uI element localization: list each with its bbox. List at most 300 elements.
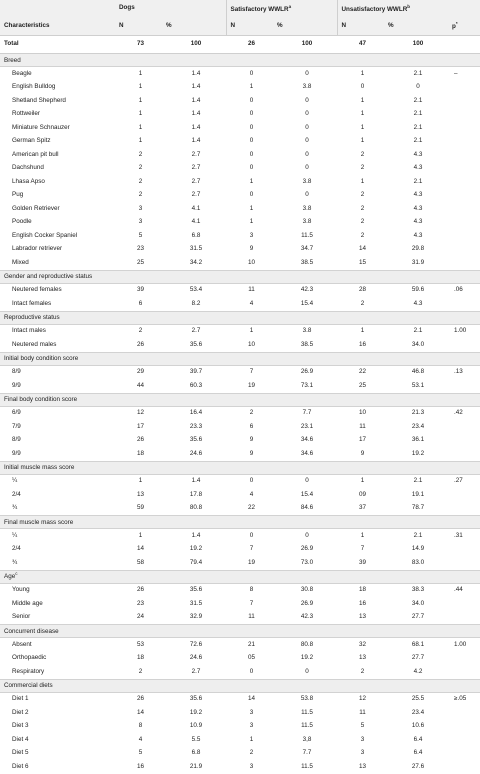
table-cell: 1 xyxy=(360,327,365,335)
table-cell: 1 xyxy=(249,204,254,212)
section-title-label: Breed xyxy=(4,56,21,64)
table-cell: 4.3 xyxy=(413,204,423,212)
table-cell: 1 xyxy=(249,218,254,226)
table-cell: 19.2 xyxy=(189,545,203,553)
p-value-cell: – xyxy=(454,69,458,77)
table-cell: 11.5 xyxy=(301,722,313,730)
p-value-cell xyxy=(448,148,480,162)
table-cell: 23 xyxy=(136,599,144,607)
p-value-cell xyxy=(448,611,480,625)
table-cell: 60.3 xyxy=(189,381,203,389)
table-cell: 2 xyxy=(249,749,254,757)
section-title-label: Age xyxy=(4,573,16,581)
table-cell: 1.4 xyxy=(191,531,201,539)
section-title xyxy=(0,625,480,638)
p-value-cell: 1.00 xyxy=(454,640,467,648)
table-cell: 39.7 xyxy=(189,368,203,376)
table-cell: 24.6 xyxy=(189,654,203,662)
table-cell: 6.8 xyxy=(191,231,201,239)
table-cell: 25.5 xyxy=(411,695,425,703)
p-value-cell xyxy=(448,747,480,761)
table-cell: 18 xyxy=(136,449,144,457)
table-cell: 2 xyxy=(360,164,365,172)
table-cell: 42.3 xyxy=(300,613,314,621)
table-row xyxy=(0,488,480,502)
row-label: Diet 5 xyxy=(12,749,29,757)
table-row xyxy=(0,583,480,597)
p-value-cell xyxy=(448,488,480,502)
table-cell: 5 xyxy=(138,749,143,757)
table-cell: 9 xyxy=(249,436,254,444)
table-cell: 0 xyxy=(249,150,254,158)
table-cell: 3.8 xyxy=(302,327,312,335)
p-value-cell: .27 xyxy=(454,477,463,485)
header-group-dogs xyxy=(115,0,226,18)
header-characteristics: Characteristics xyxy=(0,18,115,36)
table-cell: 2.1 xyxy=(413,137,423,145)
row-label: English Bulldog xyxy=(12,83,56,91)
table-cell: 34.7 xyxy=(300,245,314,253)
table-cell: 2 xyxy=(360,231,365,239)
table-cell: 0 xyxy=(249,69,254,77)
p-value-cell: .44 xyxy=(454,586,463,594)
table-cell: 12 xyxy=(136,409,144,417)
table-row xyxy=(0,135,480,149)
table-cell: 1 xyxy=(360,69,365,77)
table-row xyxy=(0,747,480,761)
row-label: Intact females xyxy=(12,299,52,307)
table-cell: 39 xyxy=(136,286,144,294)
table-cell: 09 xyxy=(358,490,366,498)
table-cell: 23.4 xyxy=(411,708,425,716)
total-cell: 47 xyxy=(337,36,384,54)
table-row xyxy=(0,175,480,189)
table-row xyxy=(0,692,480,706)
table-cell: 2.1 xyxy=(413,177,423,185)
table-row xyxy=(0,256,480,270)
table-cell: 2 xyxy=(360,299,365,307)
table-row xyxy=(0,420,480,434)
row-label: 2/4 xyxy=(12,545,21,553)
table-cell: 27.7 xyxy=(411,613,425,621)
section-title-label: Initial body condition score xyxy=(4,355,79,363)
table-row xyxy=(0,720,480,734)
table-cell: 0 xyxy=(305,69,309,77)
table-cell: 14 xyxy=(358,245,366,253)
table-cell: 1 xyxy=(138,96,143,104)
row-label: 9/9 xyxy=(12,381,21,389)
p-value-cell xyxy=(448,202,480,216)
table-cell: 39 xyxy=(358,558,366,566)
section-title xyxy=(0,54,480,67)
table-cell: 1.4 xyxy=(191,96,201,104)
p-value-cell xyxy=(448,502,480,516)
table-cell: 3 xyxy=(249,231,254,239)
table-cell: 2 xyxy=(138,177,143,185)
table-cell: 18 xyxy=(136,654,144,662)
row-label: Rottweiler xyxy=(12,110,40,118)
table-cell: 2 xyxy=(138,150,143,158)
table-cell: 7 xyxy=(360,545,365,553)
table-cell: 1 xyxy=(249,735,254,743)
table-cell: 0 xyxy=(249,123,254,131)
section-header-row xyxy=(0,516,480,529)
table-row xyxy=(0,324,480,338)
row-label: Labrador retriever xyxy=(12,245,63,253)
table-cell: 13 xyxy=(136,490,144,498)
table-cell: 2.7 xyxy=(191,191,201,199)
row-label: Miniature Schnauzer xyxy=(12,123,70,131)
row-label: Shetland Shepherd xyxy=(12,96,66,104)
row-label: American pit bull xyxy=(12,150,59,158)
table-cell: 9 xyxy=(360,449,365,457)
table-row xyxy=(0,108,480,122)
table-cell: 0 xyxy=(249,191,254,199)
table-cell: 3 xyxy=(360,735,365,743)
table-cell: 1.4 xyxy=(191,69,201,77)
section-title-label: Gender and reproductive status xyxy=(4,273,93,281)
table-cell: 1.4 xyxy=(191,477,201,485)
table-cell: 26 xyxy=(136,436,144,444)
total-cell: 100 xyxy=(162,36,226,54)
table-row xyxy=(0,148,480,162)
header-group-label: Satisfactory WWLR xyxy=(230,6,289,14)
table-row xyxy=(0,406,480,420)
table-cell: 11.5 xyxy=(301,762,313,770)
table-row xyxy=(0,543,480,557)
section-title-label: Commercial diets xyxy=(4,682,53,690)
table-cell: 23.4 xyxy=(411,422,425,430)
table-cell: 2 xyxy=(360,218,365,226)
table-cell: 0 xyxy=(249,531,254,539)
table-cell: 2 xyxy=(138,327,143,335)
table-cell: 0 xyxy=(360,83,365,91)
p-value-cell xyxy=(448,189,480,203)
p-value-cell xyxy=(448,175,480,189)
table-cell: 16 xyxy=(136,762,144,770)
table-cell: 2.1 xyxy=(413,69,423,77)
header-percent: % xyxy=(384,18,448,36)
section-header-row xyxy=(0,352,480,365)
table-cell: 1 xyxy=(249,83,254,91)
header-group-satisfactory xyxy=(226,0,337,18)
row-label: Diet 3 xyxy=(12,722,29,730)
table-cell: 1.4 xyxy=(191,137,201,145)
table-cell: 0 xyxy=(305,191,309,199)
table-cell: 6 xyxy=(249,422,254,430)
table-cell: 18 xyxy=(358,586,366,594)
table-cell: 17.8 xyxy=(189,490,203,498)
table-cell: 34.6 xyxy=(300,436,314,444)
table-cell: 10 xyxy=(358,409,366,417)
table-cell: 14.9 xyxy=(411,545,425,553)
table-cell: 3 xyxy=(249,762,254,770)
section-title-label: Concurrent disease xyxy=(4,627,59,635)
table-cell: 22 xyxy=(247,504,255,512)
table-cell: 1 xyxy=(138,477,143,485)
table-cell: 26 xyxy=(136,586,144,594)
table-cell: 3 xyxy=(138,218,143,226)
table-row xyxy=(0,665,480,679)
table-cell: 16 xyxy=(358,340,366,348)
table-cell: 37 xyxy=(358,504,366,512)
p-value-cell xyxy=(448,216,480,230)
table-cell: 3 xyxy=(249,708,254,716)
header-group-label: Dogs xyxy=(119,4,135,11)
table-cell: 0 xyxy=(305,164,309,172)
table-cell: 2 xyxy=(249,409,254,417)
table-cell: 1 xyxy=(138,123,143,131)
table-cell: 59 xyxy=(136,504,144,512)
row-label: Diet 4 xyxy=(12,735,29,743)
table-cell: 7.7 xyxy=(302,409,312,417)
table-cell: 16.4 xyxy=(189,409,203,417)
table-cell: 15.4 xyxy=(300,490,314,498)
row-label: German Spitz xyxy=(12,137,51,145)
table-cell: 42.3 xyxy=(300,286,314,294)
table-cell: 5 xyxy=(360,722,365,730)
table-cell: 68.1 xyxy=(411,640,425,648)
table-row xyxy=(0,189,480,203)
table-row xyxy=(0,121,480,135)
table-cell: 53.1 xyxy=(411,381,425,389)
table-row xyxy=(0,733,480,747)
section-header-row xyxy=(0,461,480,474)
table-cell: 26 xyxy=(136,340,144,348)
section-header-row xyxy=(0,270,480,283)
table-cell: 11 xyxy=(248,286,255,294)
table-cell: 4.3 xyxy=(413,150,423,158)
table-cell: 1 xyxy=(360,477,365,485)
table-cell: 14 xyxy=(136,545,144,553)
table-cell: 78.7 xyxy=(411,504,425,512)
row-label: ¾ xyxy=(12,504,18,512)
table-cell: 0 xyxy=(305,531,309,539)
table-cell: 14 xyxy=(136,708,144,716)
table-row xyxy=(0,379,480,393)
table-cell: 0 xyxy=(305,123,309,131)
table-cell: 25 xyxy=(358,381,366,389)
p-value-cell xyxy=(448,256,480,270)
table-cell: 35.6 xyxy=(189,340,203,348)
row-label: Intact males xyxy=(12,327,46,335)
table-row xyxy=(0,638,480,652)
table-cell: 2 xyxy=(138,164,143,172)
table-row xyxy=(0,94,480,108)
table-cell: 19.2 xyxy=(189,708,203,716)
table-cell: 0 xyxy=(249,137,254,145)
table-cell: 19 xyxy=(247,558,255,566)
table-cell: 10 xyxy=(247,258,255,266)
table-cell: 1 xyxy=(138,110,143,118)
table-cell: 59.6 xyxy=(411,286,425,294)
table-cell: 8 xyxy=(138,722,143,730)
section-title xyxy=(0,679,480,692)
table-cell: 58 xyxy=(136,558,144,566)
table-cell: 1.4 xyxy=(191,83,201,91)
table-cell: 8.2 xyxy=(191,299,201,307)
table-cell: 21.9 xyxy=(189,762,203,770)
table-cell: 2 xyxy=(360,667,365,675)
header-percent: % xyxy=(273,18,337,36)
table-row xyxy=(0,434,480,448)
table-cell: 84.6 xyxy=(300,504,314,512)
table-cell: 13 xyxy=(358,654,366,662)
total-cell: 100 xyxy=(384,36,448,54)
table-cell: 34.0 xyxy=(411,340,425,348)
row-label: Pug xyxy=(12,191,24,199)
table-cell: 11 xyxy=(359,708,366,716)
row-label: Middle age xyxy=(12,599,43,607)
p-value-cell xyxy=(448,229,480,243)
table-cell: 6.4 xyxy=(413,735,423,743)
table-cell: 21 xyxy=(247,640,255,648)
table-cell: 11.5 xyxy=(301,708,313,716)
p-value-cell xyxy=(448,379,480,393)
table-row xyxy=(0,597,480,611)
table-cell: 38.5 xyxy=(300,340,314,348)
section-header-row xyxy=(0,311,480,324)
table-cell: 2.7 xyxy=(191,327,201,335)
table-cell: 2.1 xyxy=(413,96,423,104)
table-cell: 1 xyxy=(138,531,143,539)
table-cell: 28 xyxy=(358,286,366,294)
p-value-cell xyxy=(448,597,480,611)
table-cell: 19 xyxy=(247,381,255,389)
table-row xyxy=(0,447,480,461)
table-cell: 17 xyxy=(358,436,366,444)
table-cell: 2.1 xyxy=(413,110,423,118)
table-cell: 26 xyxy=(136,695,144,703)
table-cell: 23 xyxy=(136,245,144,253)
table-cell: 10.6 xyxy=(411,722,425,730)
table-cell: 6 xyxy=(138,299,143,307)
row-label: Senior xyxy=(12,613,31,621)
table-cell: 31.5 xyxy=(189,599,203,607)
table-cell: 73.0 xyxy=(300,558,314,566)
table-row xyxy=(0,556,480,570)
p-value-cell xyxy=(448,81,480,95)
table-cell: 10.9 xyxy=(189,722,203,730)
table-cell: 46.8 xyxy=(411,368,425,376)
table-cell: 79.4 xyxy=(189,558,203,566)
row-label: Diet 6 xyxy=(12,762,29,770)
table-cell: 32.9 xyxy=(189,613,203,621)
section-title xyxy=(0,570,480,583)
table-cell: 4.1 xyxy=(191,204,201,212)
table-cell: 6.4 xyxy=(413,749,423,757)
table-cell: 2.1 xyxy=(413,327,423,335)
total-cell: 73 xyxy=(115,36,162,54)
table-cell: 0 xyxy=(305,96,309,104)
table-cell: 4.3 xyxy=(413,164,423,172)
table-cell: 80.8 xyxy=(189,504,203,512)
table-row xyxy=(0,243,480,257)
p-value-cell xyxy=(448,720,480,734)
header-group-label: Unsatisfactory WWLR xyxy=(341,6,408,14)
table-cell: 25 xyxy=(136,258,144,266)
table-cell: 21.3 xyxy=(411,409,425,417)
p-value-cell xyxy=(448,338,480,352)
table-cell: 3,8 xyxy=(302,735,312,743)
p-value-cell xyxy=(448,706,480,720)
table-cell: 23.3 xyxy=(189,422,203,430)
p-value-cell xyxy=(448,760,480,774)
table-cell: 4.1 xyxy=(191,218,201,226)
table-cell: 4.2 xyxy=(413,667,423,675)
row-label: Diet 2 xyxy=(12,708,29,716)
table-cell: 26.9 xyxy=(300,545,314,553)
table-cell: 0 xyxy=(416,83,420,91)
table-row xyxy=(0,338,480,352)
table-cell: 13 xyxy=(358,613,366,621)
table-cell: 0 xyxy=(305,477,309,485)
table-cell: 1.4 xyxy=(191,110,201,118)
table-cell: 19.1 xyxy=(411,490,425,498)
table-cell: 9 xyxy=(249,245,254,253)
table-cell: 0 xyxy=(249,110,254,118)
table-cell: 80.8 xyxy=(300,640,314,648)
table-cell: 12 xyxy=(358,695,366,703)
table-cell: 0 xyxy=(249,96,254,104)
table-cell: 15.4 xyxy=(300,299,314,307)
table-cell: 3 xyxy=(138,204,143,212)
table-row xyxy=(0,283,480,297)
p-value-cell xyxy=(448,733,480,747)
footnote-marker: b xyxy=(407,4,411,9)
footnote-marker: c xyxy=(15,571,18,577)
table-cell: 1 xyxy=(360,531,365,539)
table-cell: 7 xyxy=(249,545,254,553)
table-cell: 83.0 xyxy=(411,558,425,566)
table-cell: 31.5 xyxy=(189,245,203,253)
row-label: ¼ xyxy=(12,477,18,485)
section-title-label: Final body condition score xyxy=(4,396,78,404)
row-label: 8/9 xyxy=(12,368,21,376)
table-cell: 1 xyxy=(138,69,143,77)
p-value-cell xyxy=(448,243,480,257)
section-header-row xyxy=(0,679,480,692)
table-cell: 4 xyxy=(249,299,254,307)
table-cell: 4.3 xyxy=(413,218,423,226)
table-cell: 32 xyxy=(358,640,366,648)
table-cell: 7 xyxy=(249,599,254,607)
table-cell: 17 xyxy=(136,422,144,430)
table-cell: 0 xyxy=(305,110,309,118)
header-percent: % xyxy=(162,18,226,36)
table-row xyxy=(0,652,480,666)
table-cell: 05 xyxy=(247,654,255,662)
table-cell: 8 xyxy=(249,586,254,594)
table-cell: 73.1 xyxy=(300,381,314,389)
row-label: ¼ xyxy=(12,531,18,539)
table-cell: 0 xyxy=(305,150,309,158)
table-row xyxy=(0,297,480,311)
table-cell: 19.2 xyxy=(411,449,425,457)
row-label: 6/9 xyxy=(12,409,21,417)
table-cell: 1 xyxy=(360,110,365,118)
table-cell: 14 xyxy=(247,695,255,703)
table-cell: 0 xyxy=(249,164,254,172)
row-label: Absent xyxy=(12,640,32,648)
table-cell: 3.8 xyxy=(302,177,312,185)
section-header-row xyxy=(0,393,480,406)
table-cell: 0 xyxy=(249,667,254,675)
table-cell: 19.2 xyxy=(300,654,314,662)
table-row xyxy=(0,706,480,720)
row-label: 8/9 xyxy=(12,436,21,444)
total-row xyxy=(0,36,480,54)
